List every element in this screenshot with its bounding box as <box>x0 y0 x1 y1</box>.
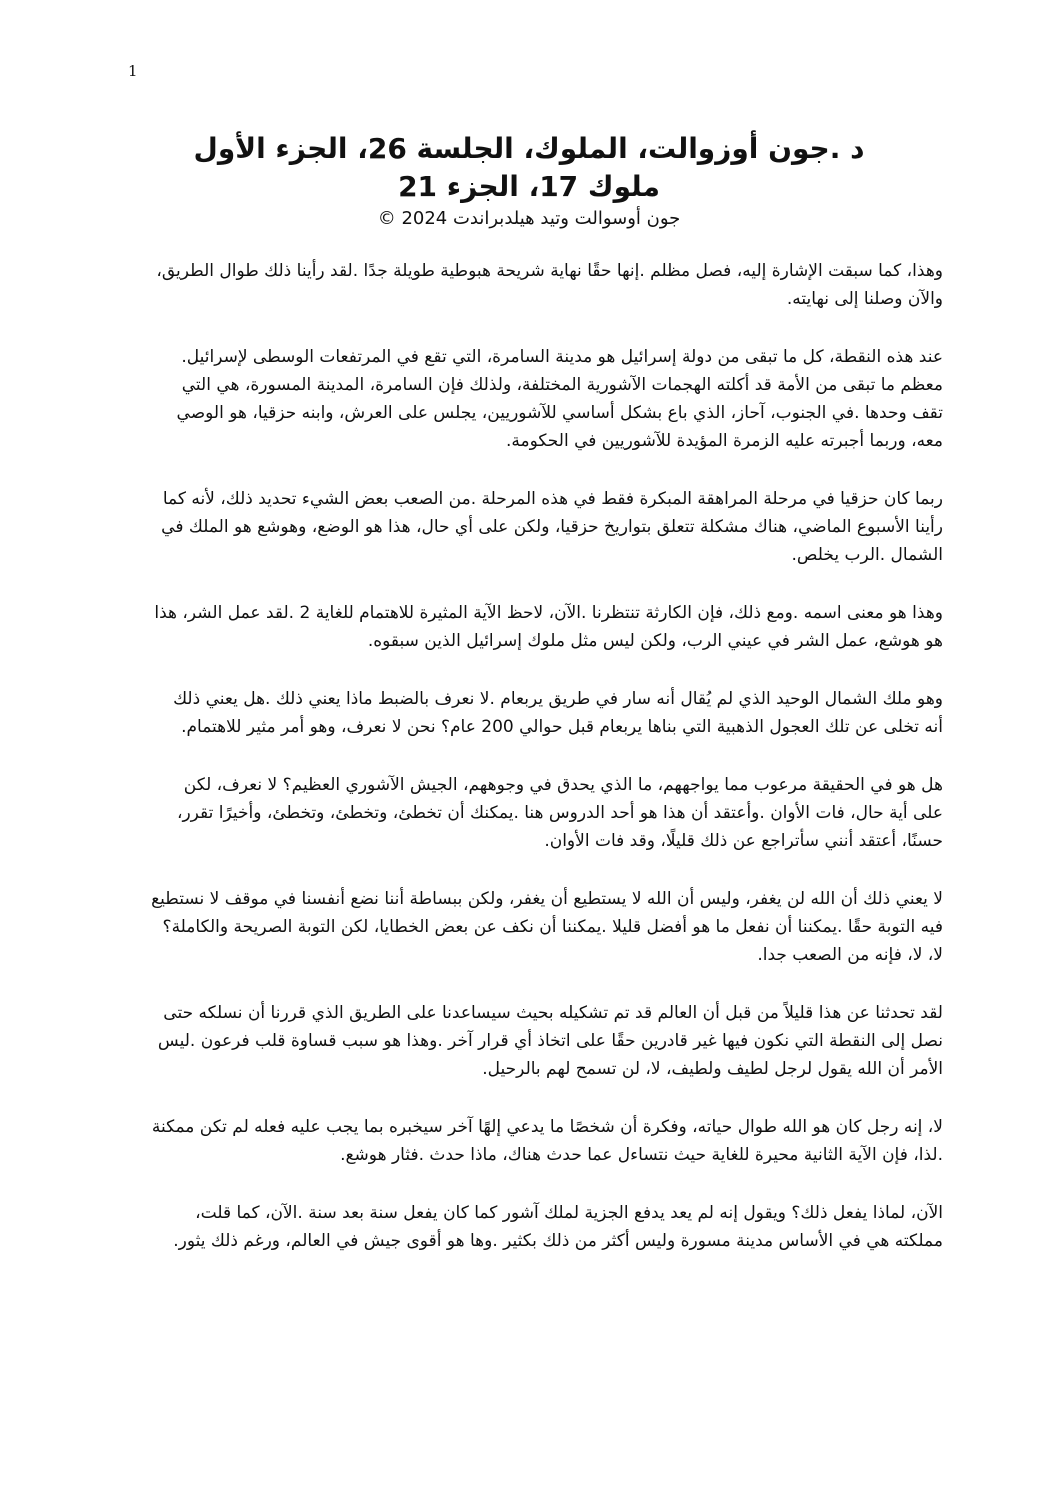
paragraph: عند هذه النقطة، كل ما تبقى من دولة إسرائيل هو مدينة السامرة، التي تقع في المرتفعات الوسطى لإسرائيل. معظم ما تبقى من الأمة قد أكلته الهجمات الآشورية المختلفة، ولذلك فإن السامرة، المدينة المسورة، هي التي تقف وحدها .في الجنوب، آحاز، الذي باع بشكل أساسي للآشوريين، يجلس على العرش، وابنه حزقيا، هو الوصي معه، وربما أجبرته عليه الزمرة المؤيدة للآشوريين في الحكومة. <box>176 347 943 451</box>
document-subtitle: ملوك 17، الجزء 21 <box>398 170 660 203</box>
document-title: د .جون أوزوالت، الملوك، الجلسة 26، الجزء الأول <box>193 132 865 165</box>
paragraph: لا يعني ذلك أن الله لن يغفر، وليس أن الله لا يستطيع أن يغفر، ولكن ببساطة أننا نضع أنفسنا في موقف لا نستطيع فيه التوبة حقًا .يمكننا أن نفعل ما هو أفضل قليلا .يمكننا أن نكف عن بعض الخطايا، لكن التوبة الصريحة والكاملة؟ لا، لا، فإنه من الصعب جدا. <box>151 889 943 965</box>
paragraph: ربما كان حزقيا في مرحلة المراهقة المبكرة فقط في هذه المرحلة .من الصعب بعض الشيء تحديد ذلك، لأنه كما رأينا الأسبوع الماضي، هناك مشكلة تتعلق بتواريخ حزقيا، ولكن على أي حال، هذا هو الوضع، وهوشع هو الملك في الشمال .الرب يخلص. <box>161 489 943 565</box>
document-header <box>120 130 938 232</box>
paragraph: وهذا هو معنى اسمه .ومع ذلك، فإن الكارثة تنتظرنا .الآن، لاحظ الآية المثيرة للاهتمام للغاية 2 .لقد عمل الشر، هذا هو هوشع، عمل الشر في عيني الرب، ولكن ليس مثل ملوك إسرائيل الذين سبقوه. <box>154 603 943 651</box>
page-number: 1 <box>128 62 138 80</box>
paragraph: وهو ملك الشمال الوحيد الذي لم يُقال أنه سار في طريق يربعام .لا نعرف بالضبط ماذا يعني ذلك .هل يعني ذلك أنه تخلى عن تلك العجول الذهبية التي بناها يربعام قبل حوالي 200 عام؟ نحن لا نعرف، وهو أمر مثير للاهتمام. <box>173 689 943 737</box>
paragraph: لا، إنه رجل كان هو الله طوال حياته، وفكرة أن شخصًا ما يدعي إلهًا آخر سيخبره بما يجب عليه فعله لم تكن ممكنة .لذا، فإن الآية الثانية محيرة للغاية حيث نتساءل عما حدث هناك، ماذا حدث .فثار هوشع. <box>151 1117 943 1165</box>
paragraph: هل هو في الحقيقة مرعوب مما يواجههم، ما الذي يحدق في وجوههم، الجيش الآشوري العظيم؟ لا نعرف، لكن على أية حال، فات الأوان .وأعتقد أن هذا هو أحد الدروس هنا .يمكنك أن تخطئ، وتخطئ، وتخطئ، وأخيرًا تقرر، حسنًا، أعتقد أنني سأتراجع عن ذلك قليلًا، وقد فات الأوان. <box>176 775 943 851</box>
paragraph: وهذا، كما سبقت الإشارة إليه، فصل مظلم .إنها حقًا نهاية شريحة هبوطية طويلة جدًا .لقد رأينا ذلك طوال الطريق، والآن وصلنا إلى نهايته. <box>156 261 943 309</box>
paragraph: لقد تحدثنا عن هذا قليلاً من قبل أن العالم قد تم تشكيله بحيث سيساعدنا على الطريق الذي قررنا أن نسلكه حتى نصل إلى النقطة التي نكون فيها غير قادرين حقًا على اتخاذ أي قرار آخر .وهذا هو سبب قساوة قلب فرعون .ليس الأمر أن الله يقول لرجل لطيف ولطيف، لا، لن تسمح لهم بالرحيل. <box>157 1003 943 1079</box>
paragraph: الآن، لماذا يفعل ذلك؟ ويقول إنه لم يعد يدفع الجزية لملك آشور كما كان يفعل سنة بعد سنة .الآن، كما قلت، مملكته هي في الأساس مدينة مسورة وليس أكثر من ذلك بكثير .وها هو أقوى جيش في العالم، ورغم ذلك يثور. <box>173 1203 943 1251</box>
document-body <box>150 257 943 1285</box>
copyright-line: جون أوسوالت وتيد هيلدبراندت 2024 © <box>377 208 681 229</box>
